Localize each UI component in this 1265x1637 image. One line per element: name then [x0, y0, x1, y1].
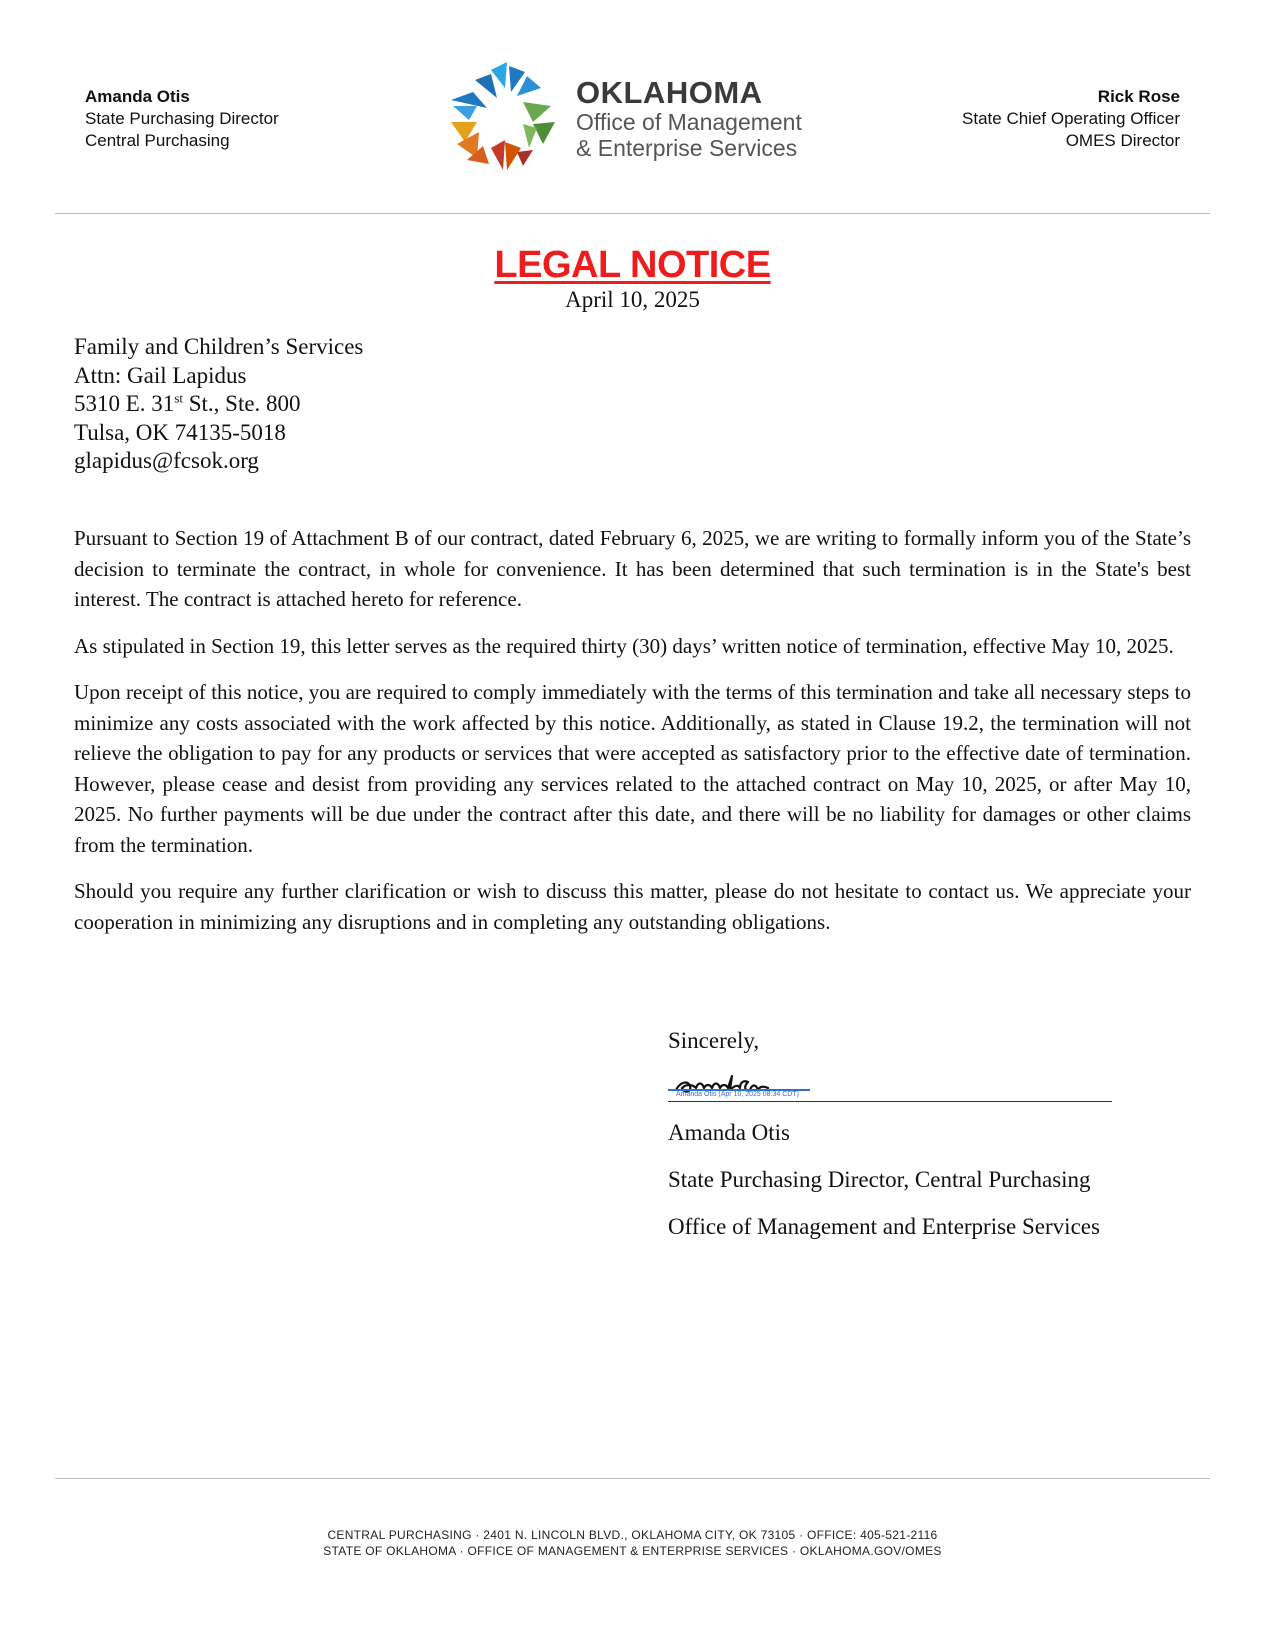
executive-name: Rick Rose [1097, 87, 1180, 106]
logo-line-oklahoma: OKLAHOMA [576, 75, 763, 110]
letter-body [74, 523, 1191, 953]
recipient-street-suffix: st [174, 390, 183, 406]
body-paragraph-3: Upon receipt of this notice, you are required to comply immediately with the terms of this termination and take all necessary steps to minimize any costs associated with the work affected by this notice. Additionally, as stated in Clause 19.2, the termination will not relieve the obligation to pay for any products or services that were accepted as satisfactory prior to the effective date of termination. However, please cease and desist from providing any services related to the attached contract on May 10, 2025, or after May 10, 2025. No further payments will be due under the contract after this date, and there will be no liability for damages or other claims from the termination. [74, 680, 1191, 857]
body-paragraph-1: Pursuant to Section 19 of Attachment B of our contract, dated February 6, 2025, we are writing to formally inform you of the State’s decision to terminate the contract, in whole for convenience. It has been determined that such termination is in the State's best interest. The contract is attached hereto for reference. [74, 526, 1191, 611]
executive-block [962, 86, 1180, 152]
executive-dept: OMES Director [1065, 131, 1180, 150]
sender-block [85, 86, 279, 152]
signer-name: Amanda Otis [668, 1120, 791, 1145]
recipient-street-rest: St., Ste. 800 [182, 391, 301, 416]
body-paragraph-4: Should you require any further clarification or wish to discuss this matter, please do not hesitate to contact us. We appreciate your cooperation in minimizing any disruptions and in completing any outstanding obligations. [74, 879, 1191, 934]
oklahoma-star-icon [447, 62, 559, 174]
executive-title: State Chief Operating Officer [962, 109, 1180, 128]
recipient-street [74, 390, 363, 419]
recipient-attn: Attn: Gail Lapidus [74, 362, 247, 388]
notice-date: April 10, 2025 [565, 287, 700, 312]
omes-logo [447, 62, 847, 177]
header-divider [55, 213, 1210, 214]
sender-title: State Purchasing Director [85, 109, 279, 128]
recipient-email: glapidus@fcsok.org [74, 448, 259, 473]
logo-line-enterprise: & Enterprise Services [576, 135, 798, 161]
footer-line-agency: STATE OF OKLAHOMA · OFFICE OF MANAGEMENT & ENTERPRISE SERVICES · OKLAHOMA.GOV/OMES [323, 1544, 942, 1558]
sender-name: Amanda Otis [85, 87, 190, 106]
recipient-street-number: 5310 E. 31 [74, 391, 175, 416]
notice-title-text: LEGAL NOTICE [494, 244, 771, 286]
footer-divider [55, 1478, 1210, 1479]
closing: Sincerely, [668, 1028, 760, 1053]
recipient-address [74, 333, 363, 476]
footer-line-address: CENTRAL PURCHASING · 2401 N. LINCOLN BLVD., OKLAHOMA CITY, OK 73105 · OFFICE: 405-521-2116 [327, 1528, 938, 1542]
body-paragraph-2: As stipulated in Section 19, this letter serves as the required thirty (30) days’ written notice of termination, effective May 10, 2025. [74, 633, 1174, 658]
sender-dept: Central Purchasing [85, 131, 230, 150]
recipient-org: Family and Children’s Services [74, 334, 364, 359]
footer [0, 1527, 1265, 1559]
notice-title [0, 244, 1265, 287]
signer-title: State Purchasing Director, Central Purchasing [668, 1167, 1091, 1192]
signature-timestamp: Amanda Otis (Apr 10, 2025 08:34 CDT) [676, 1091, 799, 1098]
recipient-city: Tulsa, OK 74135-5018 [74, 419, 286, 445]
logo-line-office: Office of Management [576, 109, 802, 135]
signer-org: Office of Management and Enterprise Services [668, 1214, 1100, 1239]
signature-line [668, 1101, 1112, 1102]
